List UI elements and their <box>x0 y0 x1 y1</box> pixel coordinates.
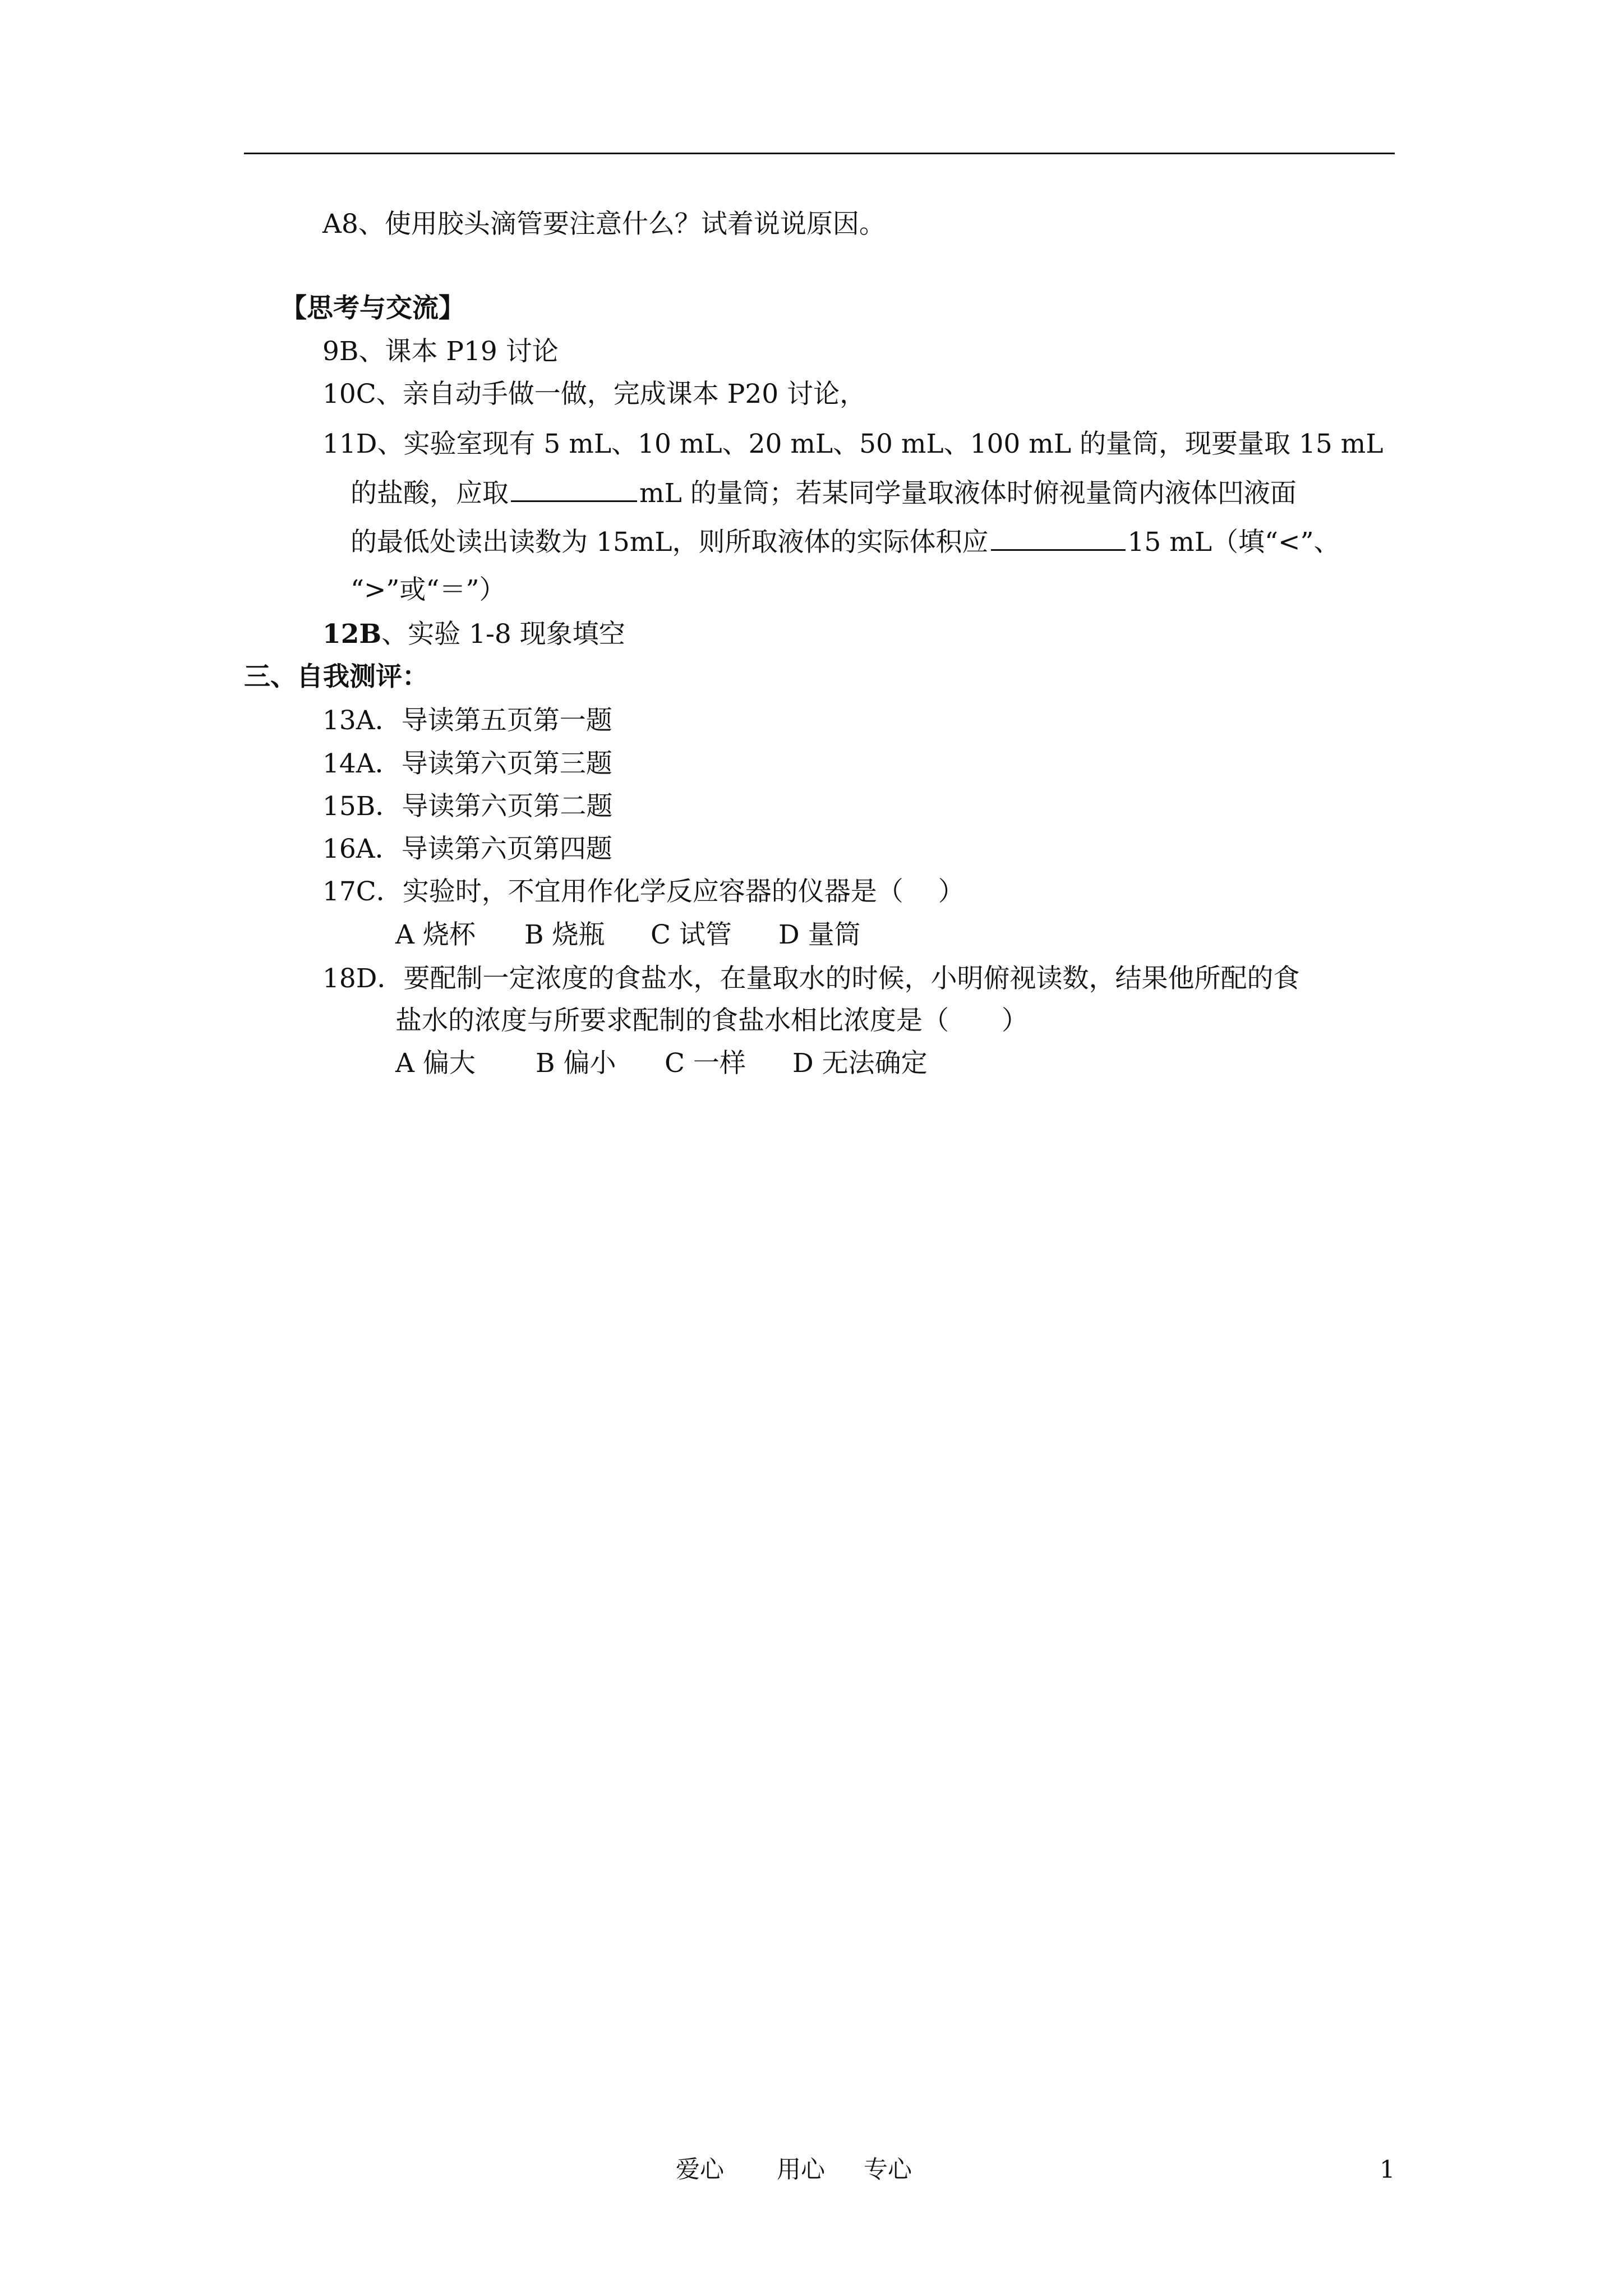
question-18-option-c: C 一样 <box>665 1048 746 1079</box>
question-12-text: 、实验 1-8 现象填空 <box>381 619 625 650</box>
question-18-option-d: D 无法确定 <box>792 1048 928 1079</box>
question-17-stem: 17C．实验时，不宜用作化学反应容器的仪器是（ ） <box>322 876 965 907</box>
page-number: 1 <box>1380 2156 1395 2184</box>
question-11-line-3 <box>351 524 1340 559</box>
question-10: 10C、亲自动手做一做，完成课本 P20 讨论， <box>322 379 866 409</box>
section-heading-self-test: 三、自我测评： <box>244 661 428 692</box>
footer-motto-2: 用心 <box>777 2156 825 2184</box>
question-18-option-b: B 偏小 <box>536 1048 616 1079</box>
question-11-text-c: 的最低处读出读数为 15mL，则所取液体的实际体积应 <box>351 527 989 558</box>
question-18-stem-line-1: 18D．要配制一定浓度的食盐水，在量取水的时候，小明俯视读数，结果他所配的食 <box>322 963 1300 994</box>
question-17-option-b: B 烧瓶 <box>524 919 605 950</box>
question-11-text-d: 15 mL（填“<”、 <box>1127 527 1340 558</box>
question-17-option-a: A 烧杯 <box>395 919 476 950</box>
question-18-option-a: A 偏大 <box>395 1048 476 1079</box>
question-8: A8、使用胶头滴管要注意什么？试着说说原因。 <box>322 209 886 240</box>
question-17-option-c: C 试管 <box>651 919 732 950</box>
question-12 <box>322 618 625 651</box>
section-heading-think: 【思考与交流】 <box>280 293 465 324</box>
question-13: 13A．导读第五页第一题 <box>322 705 612 736</box>
header-rule <box>244 153 1395 154</box>
question-11-text-a: 的盐酸，应取 <box>351 478 509 509</box>
answer-blank-1[interactable] <box>511 476 637 502</box>
question-11-line-4: “>”或“＝”） <box>351 574 506 605</box>
question-15: 15B．导读第六页第二题 <box>322 791 613 822</box>
question-18-stem-line-2: 盐水的浓度与所要求配制的食盐水相比浓度是（ ） <box>395 1005 1028 1036</box>
question-17-options <box>395 918 861 952</box>
footer-motto-3: 专心 <box>864 2156 912 2184</box>
question-9: 9B、课本 P19 讨论 <box>322 336 559 367</box>
question-11-line-2 <box>351 476 1297 510</box>
question-12-number: 12B <box>322 619 382 650</box>
question-18-options <box>395 1047 928 1080</box>
question-11-line-1: 11D、实验室现有 5 mL、10 mL、20 mL、50 mL、100 mL 的量筒，现要量取 15 mL <box>322 429 1384 459</box>
footer-motto-1: 爱心 <box>676 2156 724 2184</box>
answer-blank-2[interactable] <box>991 524 1126 551</box>
question-11-text-b: mL 的量筒；若某同学量取液体时俯视量筒内液体凹液面 <box>639 478 1297 509</box>
question-14: 14A．导读第六页第三题 <box>322 748 612 779</box>
question-16: 16A．导读第六页第四题 <box>322 834 612 864</box>
question-17-option-d: D 量筒 <box>778 919 861 950</box>
